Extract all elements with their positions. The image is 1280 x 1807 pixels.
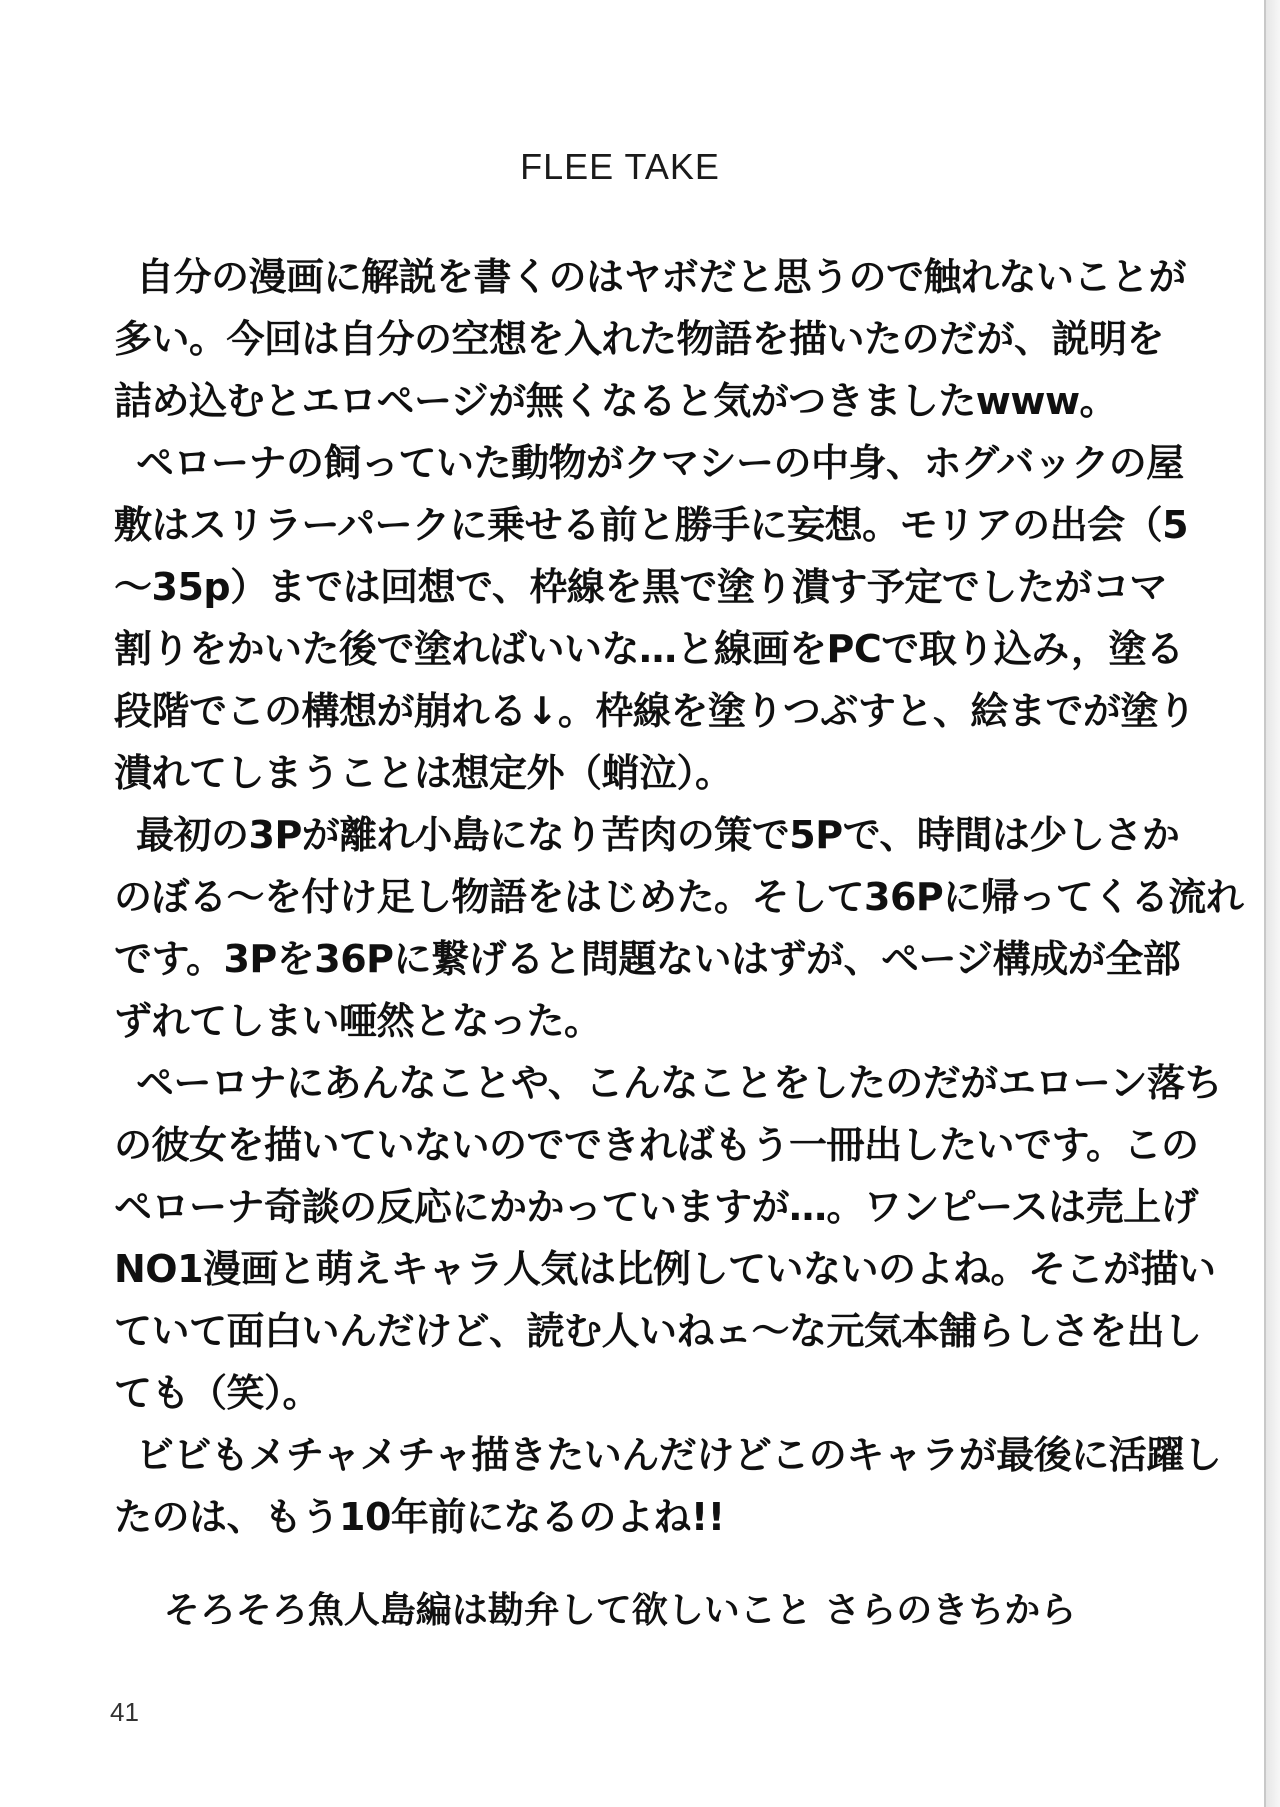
text-line: 自分の漫画に解説を書くのはヤボだと思うので触れないことが: [136, 255, 1187, 299]
text-line: ～35p）までは回想で、枠線を黒で塗り潰す予定でしたがコマ: [114, 565, 1167, 609]
page-edge-shadow: [1266, 0, 1280, 1807]
text-line: の彼女を描いていないのでできればもう一冊出したいです。この: [114, 1123, 1199, 1167]
text-line: 割りをかいた後で塗ればいいな…と線画をPCで取り込み，塗る: [114, 627, 1184, 671]
text-line: 最初の3Pが離れ小島になり苦肉の策で5Pで、時間は少しさか: [136, 813, 1180, 857]
text-line: 潰れてしまうことは想定外（蛸泣）。: [114, 751, 733, 795]
page-title: FLEE TAKE: [520, 146, 720, 187]
page-edge: [1264, 0, 1266, 1807]
text-line: です。3Pを36Pに繋げると問題ないはずが、ページ構成が全部: [114, 937, 1181, 981]
text-line: ペローナの飼っていた動物がクマシーの中身、ホグバックの屋: [136, 441, 1184, 485]
text-line: 多い。今回は自分の空想を入れた物語を描いたのだが、説明を: [114, 317, 1165, 361]
page-number: 41: [110, 1697, 139, 1727]
text-line: 段階でこの構想が崩れる↓。枠線を塗りつぶすと、絵までが塗り: [114, 689, 1196, 733]
text-line: ても（笑）。: [114, 1371, 321, 1415]
closing-note: そろそろ魚人島編は勘弁して欲しいこと さらのきちから: [163, 1590, 1077, 1631]
text-line: ずれてしまい唖然となった。: [114, 999, 602, 1043]
body-text: [114, 246, 1244, 1548]
text-line: のぼる～を付け足し物語をはじめた。そして36Pに帰ってくる流れ: [114, 875, 1244, 919]
text-line: ペーロナにあんなことや、こんなことをしたのだがエローン落ち: [136, 1061, 1222, 1105]
text-line: 敷はスリラーパークに乗せる前と勝手に妄想。モリアの出会（5: [114, 503, 1189, 547]
text-line: 詰め込むとエロページが無くなると気がつきましたwww。: [114, 379, 1118, 423]
text-line: NO1漫画と萌えキャラ人気は比例していないのよね。そこが描い: [114, 1247, 1216, 1291]
text-line: たのは、もう10年前になるのよね!!: [114, 1495, 725, 1539]
text-line: ビビもメチャメチャ描きたいんだけどこのキャラが最後に活躍し: [136, 1433, 1222, 1477]
text-line: ていて面白いんだけど、読む人いねェ～な元気本舗らしさを出し: [114, 1309, 1202, 1353]
text-line: ペローナ奇談の反応にかかっていますが…。ワンピースは売上げ: [114, 1185, 1199, 1229]
